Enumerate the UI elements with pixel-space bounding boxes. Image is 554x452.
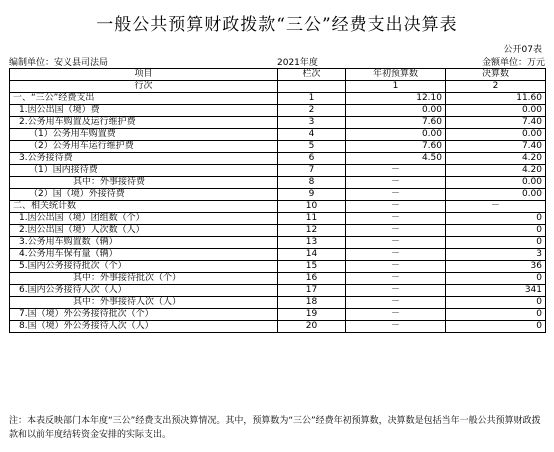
table-meta [9, 55, 545, 67]
row-final: 4.20 [446, 165, 546, 177]
table-row [10, 165, 546, 177]
row-budget: 0.00 [346, 129, 446, 141]
row-label: 4.公务用车保有量（辆） [10, 249, 278, 261]
row-label: 1.因公出国（境）费 [10, 105, 278, 117]
row-budget: － [346, 201, 446, 213]
row-budget: 4.50 [346, 153, 446, 165]
row-label: （1）公务用车购置费 [10, 129, 278, 141]
table-row [10, 153, 546, 165]
table-row [10, 117, 546, 129]
row-final: 0 [446, 225, 546, 237]
row-final: 0.00 [446, 129, 546, 141]
row-final: 341 [446, 285, 546, 297]
row-seq: 11 [278, 213, 346, 225]
row-seq: 5 [278, 141, 346, 153]
row-seq: 15 [278, 261, 346, 273]
table-row [10, 225, 546, 237]
table-row [10, 93, 546, 105]
expenditure-table [9, 68, 546, 333]
row-final: 0 [446, 309, 546, 321]
row-seq: 17 [278, 285, 346, 297]
row-label: 2.因公出国（境）人次数（人） [10, 225, 278, 237]
row-seq: 1 [278, 93, 346, 105]
table-row [10, 141, 546, 153]
row-final: 0.00 [446, 177, 546, 189]
row-budget: － [346, 213, 446, 225]
table-row [10, 321, 546, 333]
header-seq: 栏次 [278, 69, 346, 81]
table-row [10, 297, 546, 309]
table-row [10, 105, 546, 117]
row-seq: 19 [278, 309, 346, 321]
row-seq: 8 [278, 177, 346, 189]
row-final: 7.40 [446, 141, 546, 153]
table-row [10, 201, 546, 213]
row-budget: 12.10 [346, 93, 446, 105]
row-seq: 20 [278, 321, 346, 333]
row-seq: 12 [278, 225, 346, 237]
row-final: 0 [446, 273, 546, 285]
row-label: 1.因公出国（境）团组数（个） [10, 213, 278, 225]
page-title: 一般公共预算财政拨款“三公”经费支出决算表 [96, 15, 458, 35]
row-seq: 10 [278, 201, 346, 213]
row-budget: 7.60 [346, 141, 446, 153]
table-row [10, 249, 546, 261]
subheader-budget: 1 [346, 81, 446, 93]
row-budget: － [346, 225, 446, 237]
fiscal-year: 2021年度 [277, 58, 318, 68]
row-final: － [446, 201, 546, 213]
row-seq: 6 [278, 153, 346, 165]
table-row [10, 237, 546, 249]
row-label: 8.国（境）外公务接待人次（人） [10, 321, 278, 333]
form-number: 公开07表 [503, 45, 542, 55]
row-budget: － [346, 177, 446, 189]
table-row [10, 309, 546, 321]
row-final: 0 [446, 237, 546, 249]
row-seq: 9 [278, 189, 346, 201]
row-label: 其中：外事接待费 [10, 177, 278, 189]
row-final: 0.00 [446, 105, 546, 117]
row-budget: － [346, 321, 446, 333]
row-budget: － [346, 273, 446, 285]
row-label: 3.公务用车购置数（辆） [10, 237, 278, 249]
row-label: 其中：外事接待人次（人） [10, 297, 278, 309]
row-seq: 18 [278, 297, 346, 309]
row-budget: － [346, 237, 446, 249]
header-budget: 年初预算数 [346, 69, 446, 81]
row-label: （1）国内接待费 [10, 165, 278, 177]
table-row [10, 189, 546, 201]
row-budget: － [346, 249, 446, 261]
row-label: 5.国内公务接待批次（个） [10, 261, 278, 273]
row-final: 0.00 [446, 189, 546, 201]
row-final: 3 [446, 249, 546, 261]
header-row [10, 69, 546, 81]
row-label: （2）国（境）外接待费 [10, 189, 278, 201]
subheader-seq [278, 81, 346, 93]
row-seq: 14 [278, 249, 346, 261]
row-label: 一、“三公”经费支出 [10, 93, 278, 105]
row-final: 0 [446, 321, 546, 333]
row-label: 二、相关统计数 [10, 201, 278, 213]
row-budget: － [346, 297, 446, 309]
amount-unit: 金额单位：万元 [481, 58, 545, 68]
compiling-unit: 编制单位：安义县司法局 [9, 58, 109, 68]
table-row [10, 285, 546, 297]
row-final: 11.60 [446, 93, 546, 105]
row-budget: － [346, 309, 446, 321]
row-budget: 0.00 [346, 105, 446, 117]
row-budget: － [346, 261, 446, 273]
row-seq: 4 [278, 129, 346, 141]
row-budget: － [346, 165, 446, 177]
row-seq: 3 [278, 117, 346, 129]
subheader-final: 2 [446, 81, 546, 93]
row-final: 0 [446, 213, 546, 225]
row-budget: 7.60 [346, 117, 446, 129]
subheader-item: 行次 [10, 81, 278, 93]
row-label: （2）公务用车运行维护费 [10, 141, 278, 153]
row-label: 6.国内公务接待人次（人） [10, 285, 278, 297]
row-budget: － [346, 285, 446, 297]
row-budget: － [346, 189, 446, 201]
row-label: 2.公务用车购置及运行维护费 [10, 117, 278, 129]
row-seq: 13 [278, 237, 346, 249]
subheader-row [10, 81, 546, 93]
header-final: 决算数 [446, 69, 546, 81]
table-row [10, 213, 546, 225]
row-final: 36 [446, 261, 546, 273]
row-label: 其中：外事接待批次（个） [10, 273, 278, 285]
row-final: 0 [446, 297, 546, 309]
row-seq: 16 [278, 273, 346, 285]
header-item: 项目 [10, 69, 278, 81]
row-seq: 7 [278, 165, 346, 177]
table-row [10, 261, 546, 273]
footnote: 注：本表反映部门本年度“三公”经费支出预决算情况。其中，预算数为“三公”经费年初预算数，决算数是包括当年一般公共预算财政拨款和以前年度结转资金安排的实际支出。 [9, 416, 541, 440]
row-label: 7.国（境）外公务接待批次（个） [10, 309, 278, 321]
row-final: 7.40 [446, 117, 546, 129]
table-row [10, 177, 546, 189]
table-row [10, 129, 546, 141]
table-row [10, 273, 546, 285]
row-final: 4.20 [446, 153, 546, 165]
row-seq: 2 [278, 105, 346, 117]
row-label: 3.公务接待费 [10, 153, 278, 165]
